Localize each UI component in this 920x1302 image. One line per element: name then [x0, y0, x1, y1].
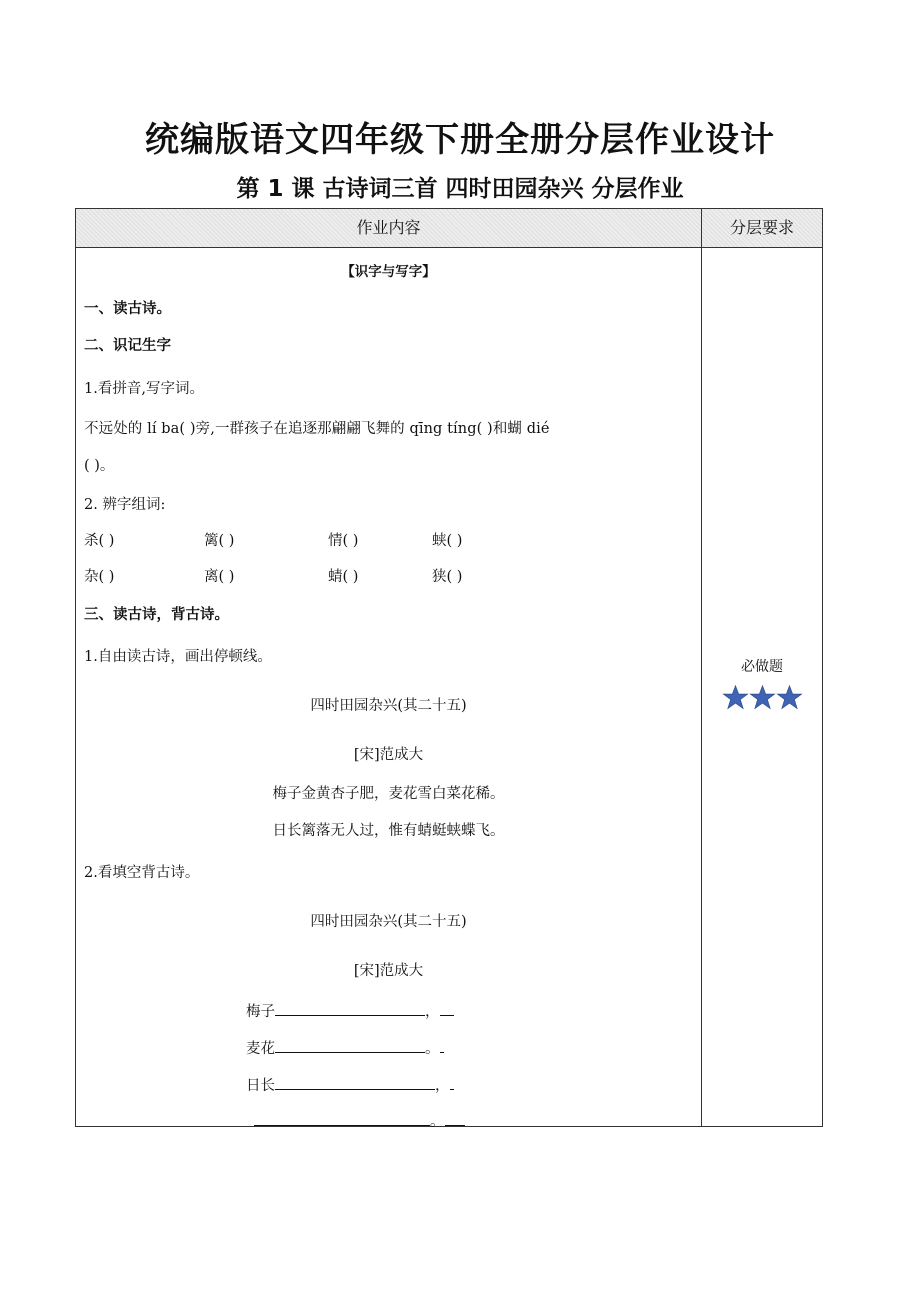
fill-blank-1[interactable] [275, 1001, 425, 1016]
section-heading: 【识字与写字】 [341, 264, 436, 280]
page-title: 统编版语文四年级下册全册分层作业设计 [145, 120, 775, 160]
question-3-title: 1.自由读古诗，画出停顿线。 [84, 649, 272, 665]
level-requirement-cell [702, 248, 822, 1126]
word-pair-1: 杀( ) [84, 533, 115, 549]
fill-line-2: 麦花 。 [246, 1037, 444, 1058]
star-icon [722, 684, 749, 711]
poem-author: [宋]范成大 [353, 747, 424, 763]
fill-line-4: 。 [254, 1110, 465, 1131]
word-pair-5: 杂( ) [84, 569, 115, 585]
fill-poem-author: [宋]范成大 [353, 963, 424, 979]
level-label: 必做题 [741, 659, 783, 675]
word-pair-3: 情( ) [328, 533, 359, 549]
word-pair-8: 狭( ) [432, 569, 463, 585]
question-1-text-cont: ( )。 [84, 458, 115, 474]
part-one-heading: 一、读古诗。 [84, 301, 171, 317]
fill-poem-title: 四时田园杂兴(其二十五) [310, 914, 467, 930]
fill-line-1: 梅子 ， [246, 1000, 454, 1021]
difficulty-stars [710, 684, 814, 715]
question-1-title: 1.看拼音,写字词。 [84, 381, 204, 397]
page-subtitle: 第 1 课 古诗词三首 四时田园杂兴 分层作业 [236, 176, 684, 202]
header-content-column: 作业内容 [356, 218, 421, 237]
word-pair-6: 离( ) [204, 569, 235, 585]
star-icon [749, 684, 776, 711]
question-4-title: 2.看填空背古诗。 [84, 865, 200, 881]
question-1-text: 不远处的 lí ba( )旁,一群孩子在追逐那翩翩飞舞的 qīng tíng( )和蝴 dié [84, 421, 550, 437]
part-two-heading: 二、识记生字 [84, 338, 171, 354]
fill-blank-3[interactable] [275, 1075, 435, 1090]
poem-line-1: 梅子金黄杏子肥，麦花雪白菜花稀。 [272, 786, 505, 802]
word-pair-7: 蜻( ) [328, 569, 359, 585]
part-three-heading: 三、读古诗，背古诗。 [84, 607, 229, 623]
homework-table [75, 208, 823, 1130]
poem-line-2: 日长篱落无人过，惟有蜻蜓蛱蝶飞。 [272, 823, 505, 839]
header-level-column: 分层要求 [729, 218, 794, 237]
fill-line-3: 日长 ， [246, 1074, 454, 1095]
homework-content-cell [76, 248, 701, 1130]
star-icon [776, 684, 803, 711]
poem-title: 四时田园杂兴(其二十五) [310, 698, 467, 714]
fill-blank-2[interactable] [275, 1038, 425, 1053]
fill-blank-4[interactable] [254, 1111, 430, 1126]
word-pair-2: 篱( ) [204, 533, 235, 549]
question-2-title: 2. 辨字组词: [84, 497, 166, 513]
word-pair-4: 蛱( ) [432, 533, 463, 549]
